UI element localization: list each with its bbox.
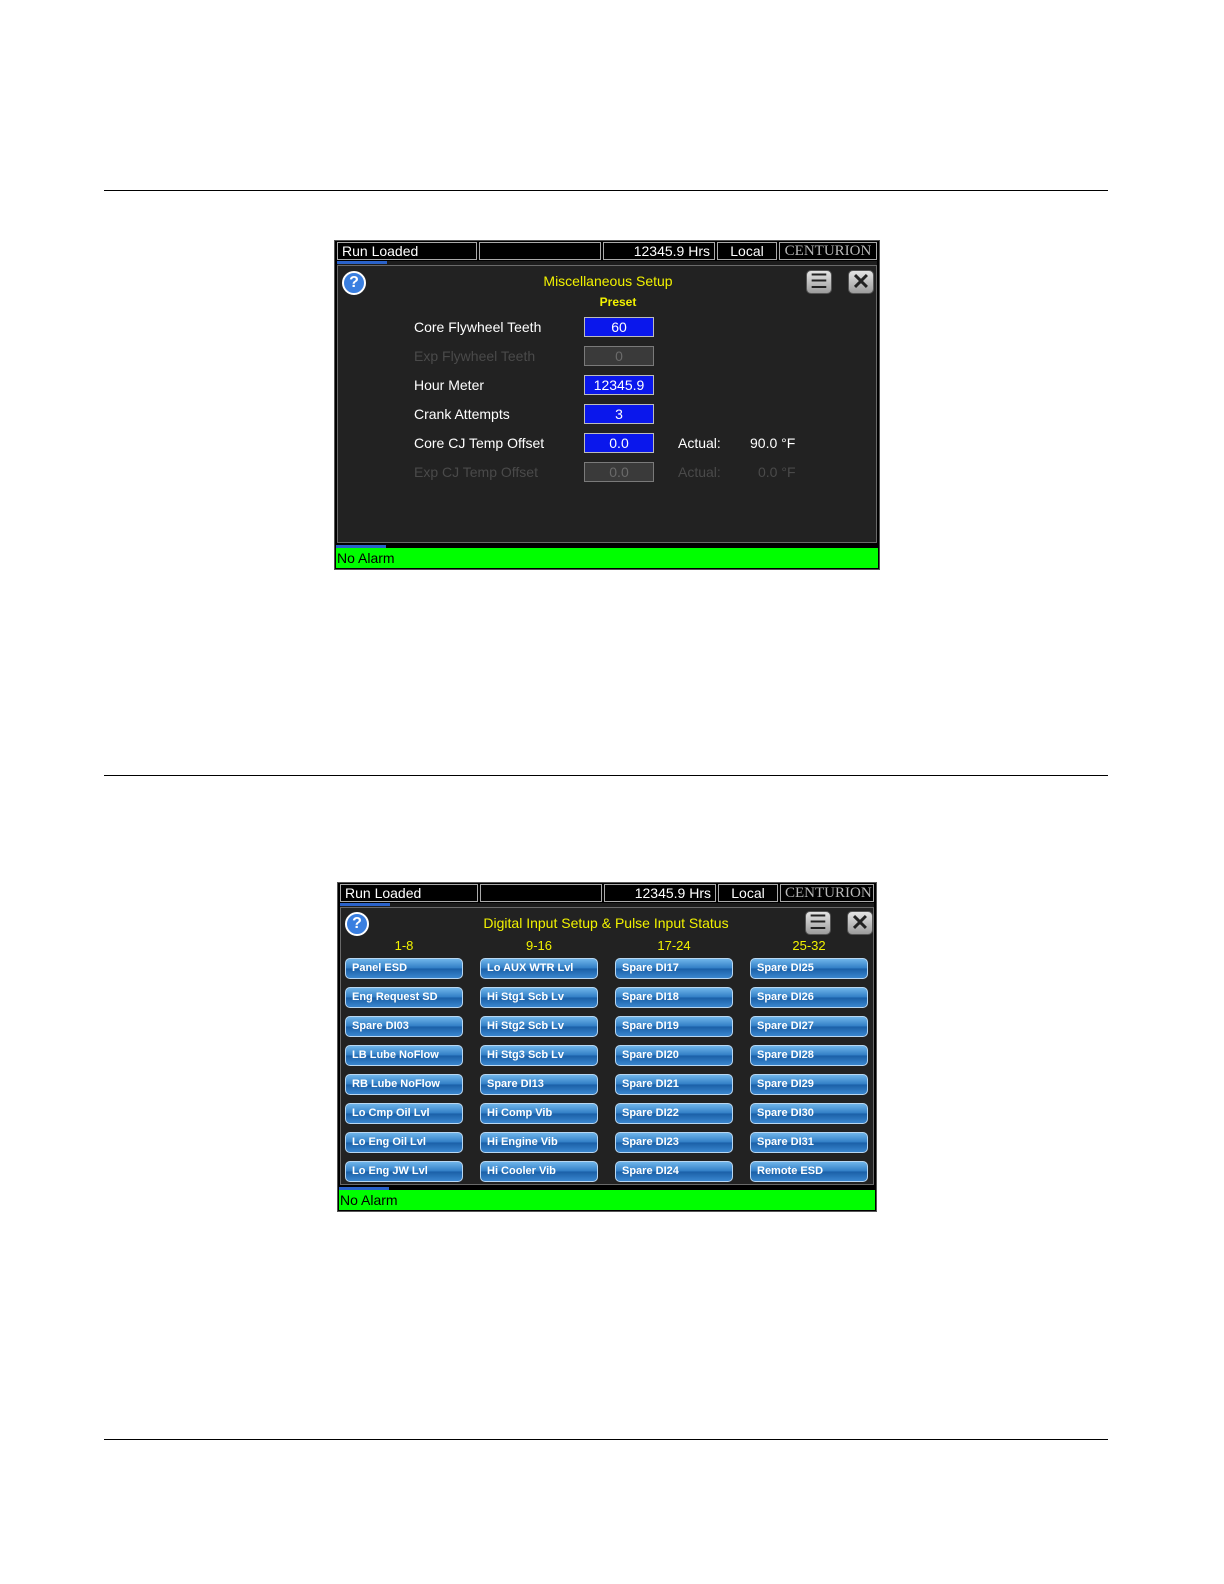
digital-input-button[interactable]: Spare DI30: [750, 1103, 868, 1124]
status-bar: [340, 884, 874, 902]
preset-header: Preset: [599, 295, 637, 309]
separator-rule-middle: [104, 775, 1108, 776]
column-header-2: 9-16: [525, 938, 553, 953]
digital-input-button[interactable]: Hi Cooler Vib: [480, 1161, 598, 1182]
separator-rule-top: [104, 190, 1108, 191]
exp-flywheel-teeth-field: 0: [584, 346, 654, 366]
digital-input-button[interactable]: Hi Stg2 Scb Lv: [480, 1016, 598, 1037]
status-blank: [479, 242, 601, 260]
mode-readout: Local: [717, 242, 777, 260]
status-bar: [337, 242, 877, 260]
page-title: Miscellaneous Setup: [543, 273, 673, 289]
digital-input-button[interactable]: Spare DI29: [750, 1074, 868, 1095]
core-actual-label: Actual:: [678, 435, 721, 451]
alarm-bar[interactable]: No Alarm: [339, 1190, 875, 1210]
separator-rule-bottom: [104, 1439, 1108, 1440]
help-icon[interactable]: ?: [345, 912, 369, 936]
exp-flywheel-teeth-label: Exp Flywheel Teeth: [414, 348, 536, 364]
page-title: Digital Input Setup & Pulse Input Status: [483, 915, 729, 931]
digital-input-button[interactable]: Spare DI23: [615, 1132, 733, 1153]
core-cj-temp-offset-field[interactable]: 0.0: [584, 433, 654, 453]
mode-readout: Local: [718, 884, 778, 902]
help-icon[interactable]: ?: [342, 271, 366, 295]
digital-input-button[interactable]: Hi Stg1 Scb Lv: [480, 987, 598, 1008]
digital-input-button[interactable]: Spare DI27: [750, 1016, 868, 1037]
digital-input-button[interactable]: Spare DI21: [615, 1074, 733, 1095]
digital-input-button[interactable]: Spare DI20: [615, 1045, 733, 1066]
close-icon[interactable]: ✕: [847, 911, 873, 935]
status-blank: [480, 884, 602, 902]
exp-cj-temp-offset-field: 0.0: [584, 462, 654, 482]
core-flywheel-teeth-label: Core Flywheel Teeth: [414, 319, 542, 335]
close-icon[interactable]: ✕: [848, 270, 874, 294]
misc-setup-panel: [337, 265, 877, 543]
digital-input-button[interactable]: Hi Comp Vib: [480, 1103, 598, 1124]
crank-attempts-field[interactable]: 3: [584, 404, 654, 424]
digital-input-button[interactable]: Spare DI18: [615, 987, 733, 1008]
digital-input-setup-screenshot: [337, 882, 877, 1212]
menu-icon[interactable]: ☰: [805, 911, 831, 935]
digital-input-button[interactable]: Lo Eng Oil Lvl: [345, 1132, 463, 1153]
digital-input-button[interactable]: Spare DI13: [480, 1074, 598, 1095]
brand-logo: CENTURION: [780, 884, 874, 902]
digital-input-button[interactable]: Remote ESD: [750, 1161, 868, 1182]
digital-input-button[interactable]: Spare DI25: [750, 958, 868, 979]
exp-actual-label: Actual:: [678, 464, 721, 480]
menu-icon[interactable]: ☰: [806, 270, 832, 294]
digital-input-button[interactable]: Spare DI31: [750, 1132, 868, 1153]
digital-input-button[interactable]: Spare DI22: [615, 1103, 733, 1124]
exp-cj-temp-offset-label: Exp CJ Temp Offset: [414, 464, 538, 480]
digital-input-button[interactable]: Panel ESD: [345, 958, 463, 979]
digital-input-button[interactable]: LB Lube NoFlow: [345, 1045, 463, 1066]
hour-meter-label: Hour Meter: [414, 377, 485, 393]
digital-input-button[interactable]: Spare DI24: [615, 1161, 733, 1182]
digital-input-button[interactable]: Spare DI19: [615, 1016, 733, 1037]
crank-attempts-label: Crank Attempts: [414, 406, 510, 422]
hour-meter-field[interactable]: 12345.9: [584, 375, 654, 395]
digital-input-button[interactable]: Spare DI17: [615, 958, 733, 979]
core-flywheel-teeth-field[interactable]: 60: [584, 317, 654, 337]
core-cj-temp-offset-label: Core CJ Temp Offset: [414, 435, 545, 451]
exp-actual-value: 0.0 °F: [758, 464, 796, 480]
digital-input-button[interactable]: Lo Eng JW Lvl: [345, 1161, 463, 1182]
digital-input-button[interactable]: RB Lube NoFlow: [345, 1074, 463, 1095]
digital-input-button[interactable]: Hi Stg3 Scb Lv: [480, 1045, 598, 1066]
core-actual-value: 90.0 °F: [750, 435, 796, 451]
digital-input-button[interactable]: Spare DI03: [345, 1016, 463, 1037]
digital-input-button[interactable]: Lo AUX WTR Lvl: [480, 958, 598, 979]
run-status: Run Loaded: [337, 242, 477, 260]
digital-input-button[interactable]: Spare DI26: [750, 987, 868, 1008]
digital-input-panel: [340, 907, 874, 1185]
hour-readout: 12345.9 Hrs: [603, 242, 715, 260]
digital-input-button[interactable]: Eng Request SD: [345, 987, 463, 1008]
digital-input-button[interactable]: Lo Cmp Oil Lvl: [345, 1103, 463, 1124]
column-header-1: 1-8: [394, 938, 414, 953]
run-status: Run Loaded: [340, 884, 478, 902]
misc-setup-screenshot: [334, 240, 880, 570]
alarm-bar[interactable]: No Alarm: [336, 548, 878, 568]
column-header-4: 25-32: [792, 938, 826, 953]
brand-logo: CENTURION: [779, 242, 877, 260]
column-header-3: 17-24: [657, 938, 691, 953]
hour-readout: 12345.9 Hrs: [604, 884, 716, 902]
digital-input-button[interactable]: Hi Engine Vib: [480, 1132, 598, 1153]
digital-input-button[interactable]: Spare DI28: [750, 1045, 868, 1066]
